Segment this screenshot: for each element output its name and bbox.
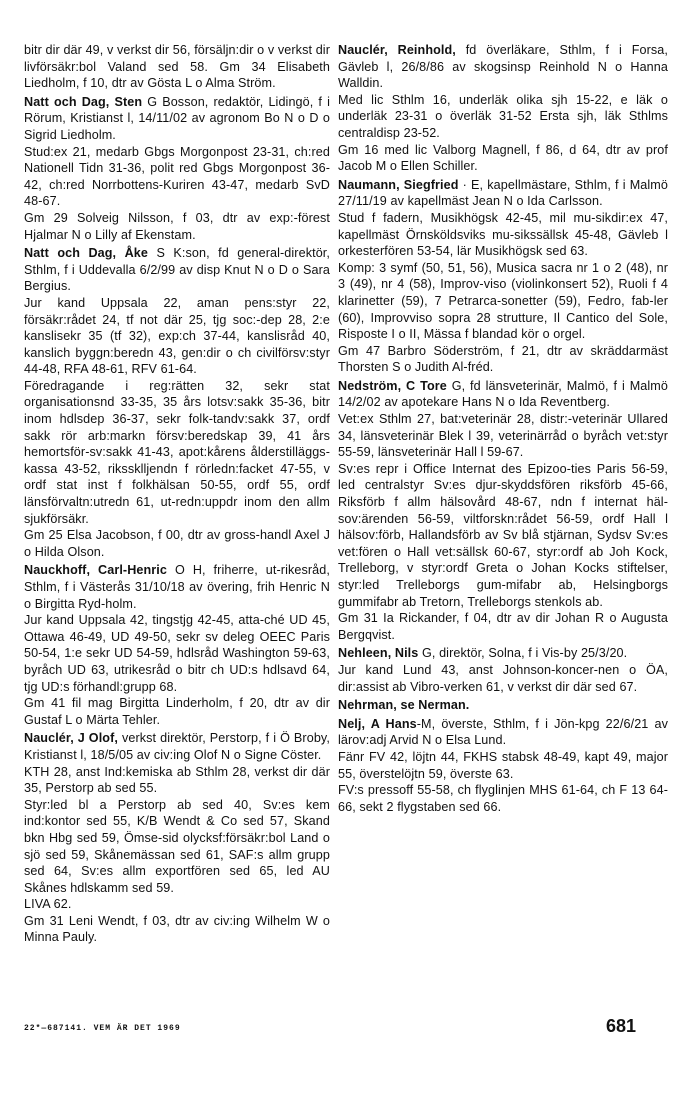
entry-text: Jur kand Uppsala 42, tingstjg 42-45, atta-ché UD 45, Ottawa 46-49, UD 49-50, sekr sv deleg OEEC Paris 50-54, 1:e sekr UD 54-59, hdlsråd Washington 59-63, byråch UD 63, utrikesråd o bitr ch UD:s hdlsavd 64, tjg UD:s förhandl:grupp 68.	[24, 613, 330, 694]
entry-name: Nehrman, se Nerman.	[338, 698, 470, 713]
entry-text: Nauckhoff, Carl-Henric O H, friherre, ut-rikesråd, Sthlm, f i Västerås 31/10/18 av övering, frih Henric N o Birgitta Ryd-holm.	[24, 563, 330, 611]
entry-text: Fänr FV 42, löjtn 44, FKHS stabsk 48-49, kapt 49, major 55, överstelöjtn 59, överste 63.	[338, 749, 668, 781]
entry-text: Nelj, A Hans-M, överste, Sthlm, f i Jön-kpg 22/6/21 av lärov:adj Arvid N o Elsa Lund.	[338, 716, 668, 748]
entry-name: Natt och Dag, Åke	[24, 246, 149, 261]
entry-text: LIVA 62.	[24, 897, 72, 912]
left-column	[24, 42, 330, 948]
entry-name: Natt och Dag, Sten	[24, 94, 143, 109]
entry-name: Nedström, C Tore	[338, 378, 447, 393]
entry-text: Jur kand Uppsala 22, aman pens:styr 22, försäkr:rådet 24, tf not där 25, tjg soc:-dep 28, 2:e kanslisekr 35 (tf 32), exp:ch 37-44, kanslisråd 40, kanslich byggn:beredn 43, gen:dir o ch civilförsv:styr 44-48, RFA 48-61, RFV 61-64.	[24, 295, 330, 377]
entry-text: Natt och Dag, Åke S K:son, fd general-direktör, Sthlm, f i Uddevalla 6/2/99 av disp Knut N o D o Sara Bergius.	[24, 246, 331, 294]
entry	[24, 94, 330, 243]
entry-name: Nehleen, Nils	[338, 646, 419, 661]
entry-text: Gm 29 Solveig Nilsson, f 03, dtr av exp:-förest Hjalmar N o Lilly af Ekenstam.	[24, 210, 330, 242]
entry-text: Nehleen, Nils G, direktör, Solna, f i Vis-by 25/3/20.	[338, 646, 628, 661]
entry-text: Styr:led bl a Perstorp ab sed 40, Sv:es kem ind:kontor sed 55, K/B Wendt & Co sed 57, Skand bkn Hbg sed 59, Ömse-sid olycksf:försäkr:bol Land o sjö sed 59, Skånemässan sed 61, SAF:s allm grupp sed 64, Sv:es allm exportfören sed 65, led AU Skånes hdlskamm sed 59.	[24, 797, 330, 895]
right-column	[338, 42, 668, 817]
entry-text: Stud f fadern, Musikhögsk 42-45, mil mu-sikdir:ex 47, kapellmäst Örnsköldsviks mu-sikssällsk 45-48, Gävleb l orkesterfören 53-54, lär Musikhögsk sed 63.	[338, 210, 668, 259]
entry-text: Nauclér, Reinhold, fd överläkare, Sthlm, f i Forsa, Gävleb l, 26/8/86 av skogsinsp Reinhold N o Hanna Walldin.	[338, 43, 668, 91]
entry-text	[338, 697, 668, 714]
entry-name: Nauckhoff, Carl-Henric	[24, 563, 168, 578]
page-number: 681	[606, 1016, 637, 1036]
entry-text: Gm 16 med lic Valborg Magnell, f 86, d 64, dtr av prof Jacob M o Ellen Schiller.	[338, 142, 668, 174]
entry-text: Gm 25 Elsa Jacobson, f 00, dtr av gross-handl Axel J o Hilda Olson.	[24, 528, 330, 559]
entry-text: Föredragande i reg:rätten 32, sekr stat organisationsnd 33-35, 35 års lotsv:sakk 35-36, bitr inom hdlsdep 36-37, sekr folk-tandv:sakk 37, ordf sakk rör arb:markn försv:beredskap 39, 41 års hemortsför-sv:sakk 41-43, apot:kårens ålderstilläggs-kassa 43-52, rikssklljendn f rörledn:facket 47-55, v ordf stat inst f folkhälsan 50-55, ordf 55, ordf länsförvaltn:utredn 61, ut-redn:uppdr inom den allm sjukförsäkr.	[24, 378, 330, 526]
entry-name: Nauclér, J Olof,	[24, 731, 118, 746]
entry-text: Gm 31 Leni Wendt, f 03, dtr av civ:ing Wilhelm W o Minna Pauly.	[24, 913, 330, 945]
entry	[338, 645, 668, 695]
entry	[338, 378, 668, 644]
entry-text: Gm 41 fil mag Birgitta Linderholm, f 20, dtr av dir Gustaf L o Märta Tehler.	[24, 696, 330, 727]
entry-text: bitr dir där 49, v verkst dir 56, försäljn:dir o v verkst dir livförsäkr:bol Valand sed 58. Gm 34 Elisabeth Liedholm, f 10, dtr av Gösta L o Alma Ström.	[24, 43, 330, 91]
entry-text: Vet:ex Sthlm 27, bat:veterinär 28, distr:-veterinär Ullared 34, länsveterinär Blek l 39, veterinärråd o byråch vet:styr 55-59, länsveterinär Hall l 59-67.	[338, 412, 668, 460]
entry-text: Jur kand Lund 43, anst Johnson-koncer-nen o ÖA, dir:assist ab Vibro-verken 61, v verkst dir där sed 67.	[338, 662, 668, 694]
entry	[338, 716, 668, 816]
entry-text: Komp: 3 symf (50, 51, 56), Musica sacra nr 1 o 2 (48), nr 3 (49), nr 4 (58), Improv-viso (violinkonsert 52), Ruoli f 4 klarinetter (59), 7 Petrarca-sonetter (59), Fedro, fab-ler (60), Improvviso sopra 28 strutture, Il Cantico del Sole, Risposte I o II, Mässa f blandad kör o orgel.	[338, 260, 668, 342]
entry-text: Nedström, C Tore G, fd länsveterinär, Malmö, f i Malmö 14/2/02 av apotekare Hans N o Ida Reventberg.	[338, 378, 668, 410]
entry-text: Sv:es repr i Office Internat des Epizoo-ties Paris 56-59, led centralstyr Sv:es djur-skyddsfören riksförb 45-66, Riksförb f allm hälsovård 48-67, ndn f internat häl-sov:ärenden 56-59, viltforskn:rådet 56-59, ordf Hall l hälsov:förb, Hallandsförb av Sv blå stjärnan, Sydsv Sv:es vet:fören o Hall vet:sällsk 60-67, styr:ordf ab Joh Kock, Trelleborg, v styr:ordf Greta o Johan Kocks stiftelser, styr:led Trelleborgs gum-mifabr ab, Helsingborgs gummifabr ab Tretorn, Trelleborgs stenkols ab.	[338, 461, 668, 609]
entry-text: Med lic Sthlm 16, underläk olika sjh 15-22, e läk o underläk 23-31 o överläk 31-52 Ersta sjh, läk Sthlms centraldisp 23-52.	[338, 92, 668, 140]
entry	[338, 42, 668, 175]
entry-name: Nelj, A Hans	[338, 716, 417, 731]
entry-text: Gm 31 Ia Rickander, f 04, dtr av dir Johan R o Augusta Bergqvist.	[338, 611, 668, 642]
entry-name: Naumann, Siegfried	[338, 177, 459, 192]
entry	[24, 245, 330, 560]
entry-text: Gm 47 Barbro Söderström, f 21, dtr av skräddarmäst Thorsten S o Judith Al-fréd.	[338, 343, 668, 375]
print-footer: 22*—687141. VEM ÄR DET 1969	[24, 1024, 181, 1033]
entry	[24, 42, 330, 92]
entry-text: KTH 28, anst Ind:kemiska ab Sthlm 28, verkst dir där 35, Perstorp ab sed 55.	[24, 764, 330, 796]
entry-text: Naumann, Siegfried · E, kapellmästare, Sthlm, f i Malmö 27/11/19 av kapellmäst Jean N o Ida Carlsson.	[338, 177, 668, 209]
entry	[24, 562, 330, 728]
entry	[338, 177, 668, 376]
entry	[338, 697, 668, 714]
entry-text: Nauclér, J Olof, verkst direktör, Perstorp, f i Ö Broby, Kristianst l, 18/5/05 av civ:ing Olof N o Signe Cöster.	[24, 731, 330, 762]
entry-text: Natt och Dag, Sten G Bosson, redaktör, Lidingö, f i Rörum, Kristianst l, 14/11/02 av agronom Bo N o D o Sigrid Liedholm.	[24, 94, 330, 142]
entry-name: Nauclér, Reinhold,	[338, 43, 456, 57]
entry-text: Stud:ex 21, medarb Gbgs Morgonpost 23-31, ch:red Nationell Tidn 31-36, polit red Gbgs Morgonpost 36-42, ch:red Norrbottens-Kuriren 43-47, medarb SvD 48-67.	[24, 144, 330, 209]
entry	[24, 730, 330, 946]
entry-text: FV:s pressoff 55-58, ch flyglinjen MHS 61-64, ch F 13 64-66, sekt 2 flygstaben sed 66.	[338, 783, 668, 814]
